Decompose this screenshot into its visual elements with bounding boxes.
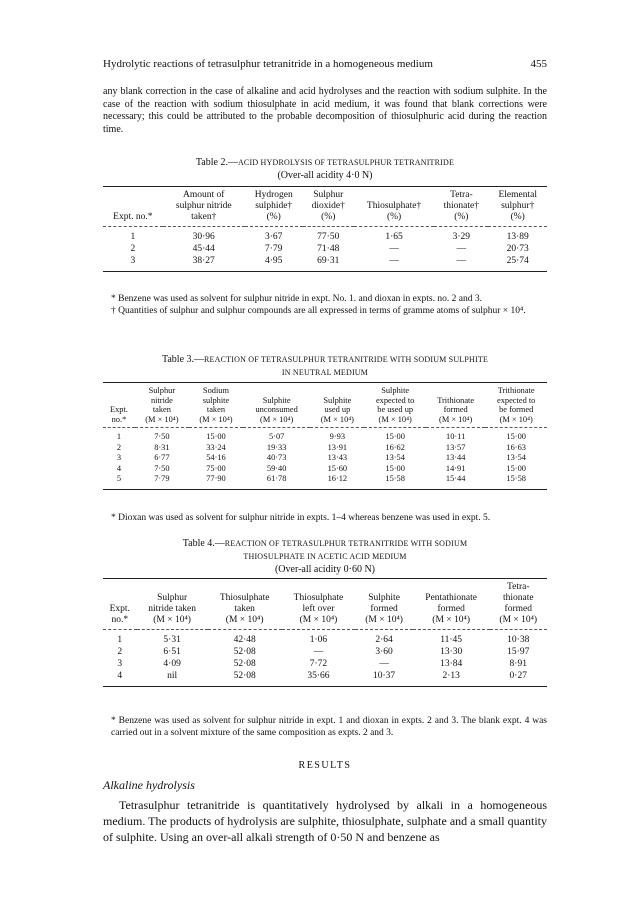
table2-header-1 [163,187,245,227]
table4-header-line: formed [437,604,465,614]
table3-cell: 7·50 [154,463,170,473]
table4-cell: 2 [117,647,123,657]
table3-label: Table 3.— [161,354,205,365]
table3-cell: 1 [116,432,122,441]
table3-header-line: Sulphite [381,386,410,395]
table4-cell: nil [137,670,208,687]
table3-header-line: be formed [499,405,534,414]
table4-header-line: (M × 10⁴) [299,615,338,625]
table-row [103,646,547,658]
table4-cell: 1·06 [309,635,328,645]
table4-header-line: formed [370,604,398,614]
table4-cell: 2·13 [413,670,490,687]
table3-cell: 2 [116,442,122,452]
table4-cell: 6·51 [163,647,181,657]
table4-cell: 13·30 [440,647,463,657]
table2-header-line: Hydrogen [254,190,293,200]
table3-cell: 54·16 [206,453,226,462]
table4-cell: 10·37 [355,670,412,687]
table2-header-line: dioxide† [311,201,345,211]
table4-header-line: Sulphur [157,593,188,603]
table4-cell: 7·72 [309,659,328,669]
table4-cell: 52·08 [233,647,256,657]
table4-header-line: (M × 10⁴) [499,615,538,625]
table3-cell: 15·00 [506,432,526,441]
table3-cell: 16·12 [310,474,364,489]
table4-cell: 13·84 [440,659,463,669]
subsection-heading: Alkaline hydrolysis [103,778,195,792]
table3-cell: 16·62 [385,442,405,452]
table4-cell: 0·27 [490,670,547,687]
table4-footnote [103,715,547,739]
table3-header-1 [135,383,189,428]
table3-header-line: (M × 10⁴) [499,414,533,424]
table3-cell: 6·77 [154,453,170,462]
table3-title-line1: REACTION OF TETRASULPHUR TETRANITRIDE WITH SODIUM SULPHITE [204,355,489,364]
table3-header-line: formed [443,405,468,414]
table2-cell: — [389,244,399,254]
table4-header-line: Tetra- [506,582,530,592]
intro-paragraph: any blank correction in the case of alkaline and acid hydrolyses and the reaction with sodium sulphite. In the case of the reaction with sodium thiosulphate in acid medium, it was found that blank corrections were necessary; this could be attributed to the probable decomposition of thiosulphuric acid during the reaction time. [103,86,547,135]
table3-cell: 3 [116,453,122,462]
table3-header-0 [103,383,135,428]
table2-header-0 [103,187,163,227]
table3-header-4 [310,383,364,428]
table2-header-line: taken† [191,212,217,222]
table4-caption [103,537,547,576]
table3-header-line: (M × 10⁴) [320,414,354,424]
table3-header-5 [364,383,426,428]
table2-footnotes [103,293,547,317]
table2-cell: 2 [130,244,136,254]
table2-cell: 25·74 [488,255,547,272]
table-row [103,227,547,244]
table4-cell: 5·31 [163,635,181,645]
table4-header-line: Thiosulphate [219,593,270,603]
table3-header-line: nitride [150,395,173,405]
table2-header-line: Sulphur [313,190,344,200]
table3-cell: 4 [116,463,122,473]
table2-cell: 1 [130,232,136,242]
table2-header-6 [488,187,547,227]
table4-footnote-1: * Benzene was used as solvent for sulphur nitride in expt. 1 and dioxan in expts. 2 and 3. The blank expt. 4 was carried out in a solvent mixture of the same composition as expts. 2 and 3. [111,716,547,738]
table2-subtitle: (Over-all acidity 4·0 N) [277,170,373,181]
table3-footnote-1: * Dioxan was used as solvent for sulphur nitride in expts. 1–4 whereas benzene was used in expt. 5. [111,513,491,523]
table4-header-line: left over [302,604,335,614]
table2-cell: 38·27 [163,255,245,272]
table3-header-line: Trithionate [437,395,475,405]
table4-cell: 52·08 [208,670,282,687]
table3-cell: 15·44 [426,474,485,489]
table2-label: Table 2.— [195,157,238,168]
table3-header-line: (M × 10⁴) [199,414,233,424]
table3-header-line: Sulphite [262,395,291,405]
table2-header-line: Expt. no.* [113,212,153,222]
table3-cell: 5·07 [268,432,285,441]
table2-header-line: (%) [321,212,336,222]
table2-cell: 13·89 [506,232,529,242]
table2-header-line: Amount of [183,190,225,200]
table2-cell: 69·31 [303,255,354,272]
table3-header-line: (M × 10⁴) [439,414,473,424]
table2-cell: 1·65 [385,232,403,242]
table3-cell: 13·54 [385,453,405,462]
table3-header-line: taken [206,405,226,414]
table4-header-line: (M × 10⁴) [432,615,470,625]
table3-cell: 33·24 [206,442,226,452]
table2-header-line: Tetra- [450,190,473,200]
table3-cell: 13·57 [445,442,466,452]
table2-cell: — [434,255,488,272]
table2-caption [103,156,547,182]
table2-cell: 4·95 [245,255,303,272]
table2-footnote-1: * Benzene was used as solvent for sulphur nitride in expt. No. 1. and dioxan in expts. no. 2 and 3. [111,294,482,304]
table3-cell: 7·79 [135,474,189,489]
table-row [103,658,547,670]
table3-cell: 19·33 [266,442,287,452]
table3-header-line: expected to [497,395,536,405]
table3-header-line: unconsumed [255,405,298,414]
table2-footnote-2: † Quantities of sulphur and sulphur compounds are all expressed in terms of gramme atoms of sulphur × 10⁴. [111,306,526,316]
table3-cell: 15·58 [364,474,426,489]
table4-cell: — [313,647,324,657]
table3-header-line: be used up [377,405,414,414]
table3-header-line: (M × 10⁴) [260,414,294,424]
table4-cell: 10·38 [507,635,530,645]
table4-cell: 15·97 [507,647,530,657]
table-row [103,453,547,464]
table3-cell: 75·00 [206,463,226,473]
table2-cell: 45·44 [192,244,215,254]
table2-header-line: sulphur nitride [175,201,232,211]
table4-cell: 11·45 [440,635,463,645]
table3-header-7 [485,383,547,428]
table4 [103,578,547,687]
table-row [103,255,547,272]
table2-header-line: sulphide† [255,201,293,211]
table4-header-line: nitride taken [148,604,196,614]
table3-header-line: taken [152,405,171,414]
table4-header-6 [490,579,547,630]
table3-header-line: used up [324,405,351,414]
table3-footnote [103,512,547,524]
table4-subtitle: (Over-all acidity 0·60 N) [274,564,376,575]
table4-header-line: (M × 10⁴) [153,615,191,625]
table3-cell: 8·31 [154,442,170,452]
table3-header-line: sulphite [202,395,230,405]
table2-header-line: (%) [510,212,525,222]
table2-header-line: (%) [454,212,469,222]
table2-header-line: Elemental [498,190,537,200]
table4-header-4 [355,579,412,630]
table2-title: ACID HYDROLYSIS OF TETRASULPHUR TETRANITRIDE [237,158,455,167]
table3-cell: 13·54 [506,453,526,462]
running-head [103,58,547,72]
table-row [103,464,547,475]
table3-header-line: expected to [375,395,415,405]
table3 [103,382,547,490]
table4-cell: 3·60 [375,647,393,657]
table2-cell: 7·79 [265,244,283,254]
table4-header-5 [413,579,490,630]
table3-header-line: (M × 10⁴) [145,414,179,424]
table2-header-4 [354,187,434,227]
table2-cell: 3·67 [265,232,283,242]
table4-header-3 [282,579,356,630]
table3-cell: 15·00 [385,432,405,441]
results-paragraph: Tetrasulphur tetranitride is quantitatively hydrolysed by alkali in a homogeneous medium. The products of hydrolysis are sulphite, thiosulphate, sulphate and a small quantity of sulphite. Using an over-all alkali strength of 0·50 N and benzene as [103,798,547,844]
table-row [103,428,547,443]
table2-header-line: (%) [386,212,402,222]
page-number: 455 [530,58,547,70]
table3-cell: 15·00 [206,432,226,441]
table4-header-2 [208,579,282,630]
table4-header-line: Sulphite [368,593,400,603]
table4-header-line: thionate [502,593,534,603]
table4-cell: 1 [117,635,123,645]
table-row [103,630,547,647]
table4-cell: 4·09 [163,659,181,669]
table2-header-line: thionate† [443,201,480,211]
table2-cell: 20·73 [506,244,529,254]
table2-cell: 3 [103,255,163,272]
table4-header-0 [103,579,137,630]
table4-title-line1: REACTION OF TETRASULPHUR TETRANITRIDE WITH SODIUM [224,539,468,548]
table3-cell: 61·78 [243,474,310,489]
table3-header-3 [243,383,310,428]
table3-cell: 15·00 [385,463,405,473]
table3-header-line: Expt. [109,405,128,414]
table3-cell: 77·90 [189,474,243,489]
table3-caption [103,353,547,379]
table3-cell: 59·40 [266,463,287,473]
table3-cell: 5 [103,474,135,489]
table2-header-3 [303,187,354,227]
table4-header-line: (M × 10⁴) [225,615,264,625]
table2-header-line: (%) [266,212,281,222]
running-head-title: Hydrolytic reactions of tetrasulphur tetranitride in a homogeneous medium [103,58,433,70]
table-row [103,670,547,687]
table3-header-line: Sulphur [148,386,176,395]
table3-cell: 9·93 [329,432,346,441]
table2-header-5 [434,187,488,227]
table-row [103,443,547,454]
table4-header-line: formed [504,604,532,614]
table2-cell: 30·96 [192,232,215,242]
table4-title-line2: THIOSULPHATE IN ACETIC ACID MEDIUM [243,552,407,561]
table-row [103,243,547,255]
table4-cell: — [379,659,389,669]
table4-cell: 35·66 [282,670,356,687]
table3-header-line: Trithionate [497,386,535,395]
table3-header-line: Sodium [202,386,229,395]
table3-cell: 40·73 [266,453,287,462]
table-row [103,474,547,489]
table2 [103,186,547,272]
table2-cell: 77·50 [317,232,340,242]
table4-header-line: Expt. [109,604,130,614]
table2-cell: 3·29 [452,232,471,242]
table4-cell: 42·48 [233,635,256,645]
table4-cell: 52·08 [233,659,256,669]
table3-cell: 13·43 [327,453,348,462]
table4-header-line: Pentathionate [425,593,478,603]
table4-header-line: no.* [111,615,129,625]
table3-cell: 10·11 [446,432,466,441]
table2-header-line: sulphur† [501,201,535,211]
table3-cell: 7·50 [154,432,170,441]
table4-header-line: taken [234,604,255,614]
table3-header-6 [426,383,485,428]
table3-cell: 13·91 [327,442,348,452]
table3-header-line: (M × 10⁴) [378,414,412,424]
table4-cell: 2·64 [375,635,393,645]
table4-header-1 [137,579,208,630]
table3-cell: 14·91 [445,463,466,473]
table4-label: Table 4.— [182,538,225,549]
table4-cell: 3 [117,659,123,669]
table4-cell: 4 [103,670,137,687]
table3-header-line: no.* [111,414,127,424]
table3-title-line2: IN NEUTRAL MEDIUM [281,368,369,377]
table3-cell: 15·00 [506,463,526,473]
section-heading: RESULTS [298,760,352,771]
table2-cell: — [354,255,434,272]
table2-header-2 [245,187,303,227]
table3-header-2 [189,383,243,428]
table4-header-line: (M × 10⁴) [365,615,403,625]
table2-cell: 71·48 [317,244,340,254]
table3-header-line: Sulphite [323,395,352,405]
table3-cell: 15·58 [485,474,547,489]
table4-cell: 8·91 [509,659,527,669]
table2-cell: — [456,244,467,254]
table3-cell: 13·44 [445,453,466,462]
table4-header-line: Thiosulphate [293,593,344,603]
table3-cell: 16·63 [506,442,526,452]
table3-cell: 15·60 [327,463,348,473]
table2-header-line: Thiosulphate† [366,201,422,211]
